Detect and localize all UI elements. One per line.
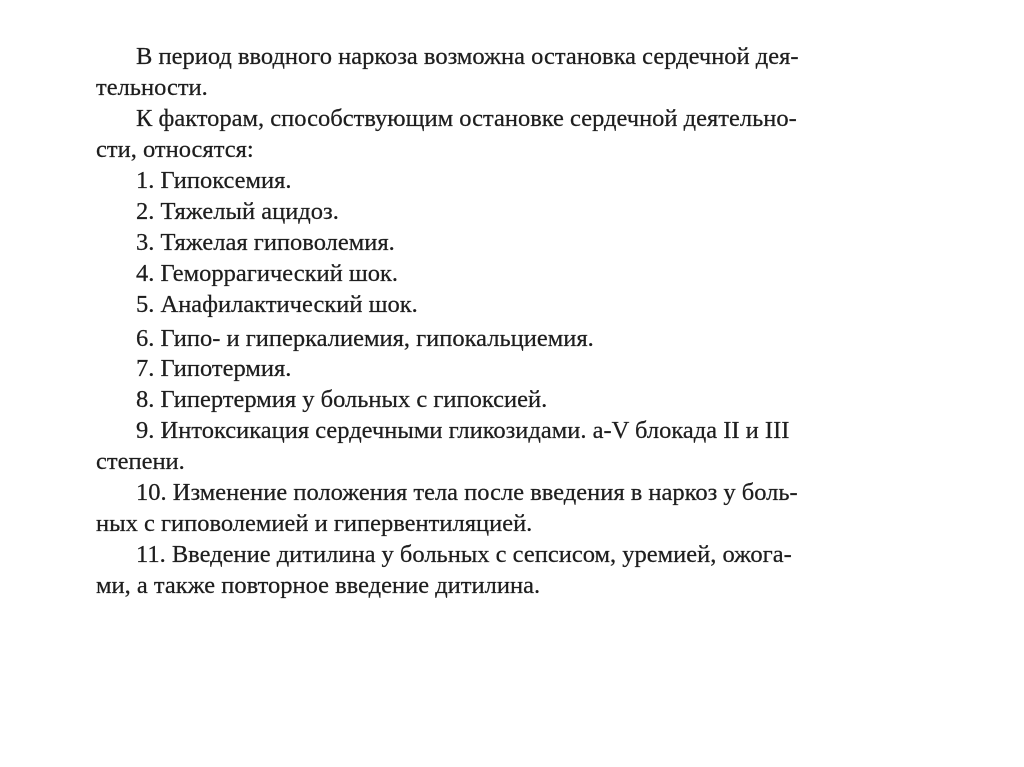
list-item-11-line-2: ми, а также повторное введение дитилина. — [96, 572, 541, 599]
list-item-9-line-1: 9. Интоксикация сердечными гликозидами. a-V блокада II и III — [136, 417, 790, 444]
list-item-4: 4. Геморрагический шок. — [136, 260, 399, 287]
paragraph-factors-line-2: сти, относятся: — [96, 136, 254, 163]
paragraph-intro-line-1: В период вводного наркоза возможна остановка сердечной дея- — [136, 43, 799, 70]
list-item-10-line-1: 10. Изменение положения тела после введения в наркоз у боль- — [136, 479, 798, 506]
list-item-9-line-2: степени. — [96, 448, 185, 475]
paragraph-factors-line-1: К факторам, способствующим остановке сердечной деятельно- — [136, 105, 797, 132]
list-item-1: 1. Гипоксемия. — [136, 167, 292, 194]
list-item-6: 6. Гипо- и гиперкалиемия, гипокальциемия. — [136, 325, 594, 352]
list-item-2: 2. Тяжелый ацидоз. — [136, 198, 339, 225]
list-item-11-line-1: 11. Введение дитилина у больных с сепсисом, уремией, ожога- — [136, 541, 792, 568]
paragraph-intro-line-2: тельности. — [96, 74, 208, 101]
list-item-10-line-2: ных с гиповолемией и гипервентиляцией. — [96, 510, 533, 537]
list-item-5: 5. Анафилактический шок. — [136, 291, 418, 318]
list-item-3: 3. Тяжелая гиповолемия. — [136, 229, 395, 256]
list-item-7: 7. Гипотермия. — [136, 355, 292, 382]
list-item-8: 8. Гипертермия у больных с гипоксией. — [136, 386, 548, 413]
